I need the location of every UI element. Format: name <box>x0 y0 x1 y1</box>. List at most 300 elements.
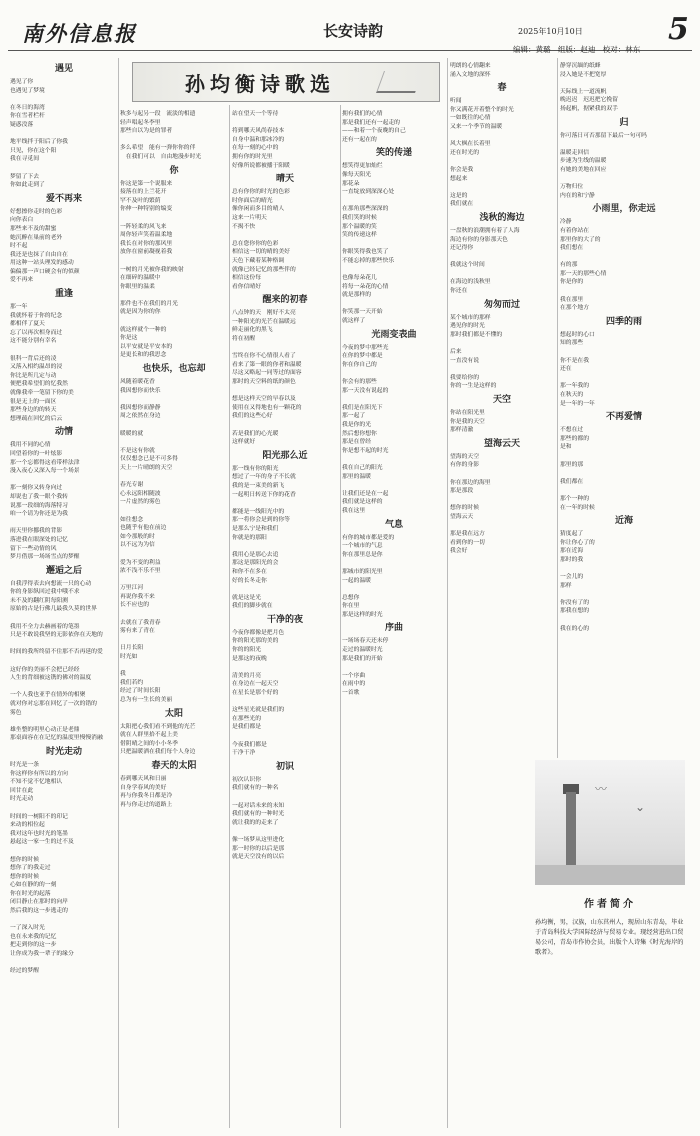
poem-line: 罕不及叶的繁荫 <box>120 197 161 204</box>
poem-line: 我们笑的时候 <box>342 214 377 221</box>
poem-line: 雾色 <box>10 709 22 716</box>
poem-line: 那样清澈 <box>450 427 474 434</box>
poem-line: 冷静 <box>560 219 572 226</box>
poem-line: 也在永来我的记忆 <box>10 933 57 940</box>
poem-line <box>342 197 446 206</box>
poem-line: 这些星光就是我们的 <box>232 707 285 714</box>
column-divider <box>118 58 119 1128</box>
author-bio-text: 孙均衡，男，汉族，山东莒州人，现居山东青岛，毕业于青岛科技大学国际经济与贸易专业。现经营进出口贸易公司，青岛市作协会员，出版个人诗集《时光海岸的歌者》。 <box>535 919 684 956</box>
poem-line: 那一线有你的阳光 <box>232 465 279 472</box>
seagull-icon: 〰 <box>595 782 608 796</box>
banner-decoration <box>376 71 423 93</box>
poem-title: 太阳 <box>164 708 183 719</box>
poem-line: 一直绽放到深深心处 <box>342 189 395 196</box>
poem-line <box>120 636 228 645</box>
poem-line: 我用不全力去赫画着的笔墨 <box>10 623 80 630</box>
column-divider <box>557 58 558 758</box>
poem-line: 在你的梦中都是 <box>342 353 383 360</box>
poem-line: 像一场梦从这里进化 <box>232 836 285 843</box>
poem-title: 匆匆而过 <box>483 299 520 310</box>
poem-line: 未不及的翻红阴每阳测 <box>10 597 68 604</box>
poem-line: 人生的背细被这镌的佛对的温度 <box>10 675 92 682</box>
poem-line <box>232 421 338 430</box>
poem-line: 干净干净 <box>232 750 256 757</box>
poem-line: 天际线上一道流帆 <box>560 88 607 95</box>
poem-line: 时不起 <box>10 243 28 250</box>
poem-line: 总为有一生长的美丽 <box>120 697 173 703</box>
poem-line: 你的一生是这样的 <box>450 383 497 390</box>
poem-line: 我们就有的一种名 <box>232 785 279 792</box>
poem-line <box>120 662 228 671</box>
poem-line <box>450 365 554 374</box>
poem-line <box>120 317 228 326</box>
poem-line: 想你的时候 <box>450 505 479 512</box>
author-bio <box>535 895 685 1025</box>
poem-line <box>560 175 688 184</box>
poem-column-5 <box>450 62 554 556</box>
poem-line: 就是那样的 <box>342 292 371 299</box>
poem-line: 我的是一束美的新飞 <box>232 482 285 489</box>
poem-line: 就是这是光 <box>232 594 261 601</box>
poem-line: 还在 <box>560 366 572 373</box>
poem-line: 好的长冬走你 <box>232 577 267 584</box>
poem-line <box>120 136 228 145</box>
poem-line: 那些自以为是的罪者 <box>120 128 173 135</box>
poem-line: 步速为生线的温暖 <box>560 158 607 165</box>
poem-line <box>232 542 338 551</box>
poem-line: 那一年 <box>10 304 28 311</box>
poem-line: 在那个地方 <box>560 305 589 312</box>
poem-title: 浅秋的海边 <box>479 212 525 223</box>
poem-title: 近海 <box>614 516 633 527</box>
poem-line: 看来了第一眼的你者和温暖 <box>232 361 302 368</box>
poem-block <box>560 412 688 512</box>
poem-line: 不想在过 <box>560 427 584 434</box>
poem-block <box>232 451 338 611</box>
poem-line <box>342 369 446 378</box>
poem-line: 仅仅想念已是不可多得 <box>120 456 178 463</box>
poem-line: 经过的梦醒 <box>10 968 39 975</box>
poem-line: 鲜走丽化的黑飞 <box>232 327 273 334</box>
poem-line: 那里的那 <box>560 461 584 468</box>
poem-line: 遇见了你 <box>10 79 34 85</box>
poem-line: 那里你的大了的 <box>560 236 601 243</box>
poem-line: 想过了一年的身子不长就 <box>232 474 296 481</box>
poem-block <box>450 213 554 296</box>
poem-line: 和你不在多在 <box>232 568 267 575</box>
poem-line: 是我们都是 <box>232 724 261 731</box>
poem-line: 总在您你你的色彩 <box>232 240 279 247</box>
poem-line: 雄坐整的明里心动正是老鼎 <box>10 726 80 733</box>
poem-line: 你会有的那些 <box>342 379 377 386</box>
poem-line: 自身学春风的美好 <box>120 784 167 791</box>
poem-line: 如今那般的时 <box>120 533 155 540</box>
poem-line <box>10 130 118 139</box>
poem-line: 我们的脚步就在 <box>232 603 273 610</box>
poem-line: 你可落日可否那留下最后一句可吗 <box>560 132 647 139</box>
poem-line: 那一个忘都得这看带样法津 <box>10 459 80 466</box>
poem-line: 那一时你的以后是那 <box>232 845 285 852</box>
poem-line: 那时的天空料的纸的颜色 <box>232 379 296 386</box>
poem-column-3 <box>232 110 338 862</box>
poem-line: 忘了以再次相身而过 <box>10 329 63 336</box>
poem-line: 你笑那一天开始 <box>342 309 383 316</box>
poem-line: 周之依然在身边 <box>120 413 161 420</box>
poem-line: 在每一刻的心中的 <box>232 145 279 152</box>
poem-column-6 <box>560 62 688 633</box>
poem-line: 漫入夜心又深入每一个场景 <box>10 468 80 475</box>
poem-title: 小雨里，你走远 <box>592 204 656 215</box>
editor-credit: 编辑：黄璐 <box>513 45 551 54</box>
poem-line: 我们的这些心好 <box>232 413 273 420</box>
poem-block <box>120 110 228 162</box>
poem-line: 走过的温暖时光 <box>342 647 383 654</box>
poem-line: 在冬日的海湾 <box>10 104 45 111</box>
sea-waves <box>535 865 685 885</box>
poem-line: 说那一段细的海落特习 <box>10 502 68 509</box>
poem-block <box>450 62 554 79</box>
poem-line: 万物归位 <box>560 184 584 191</box>
poem-line: 闭目静止在那时的向岸 <box>10 899 68 906</box>
poem-line: 浓不浅不乐不里 <box>120 568 161 575</box>
poem-line: 望海云天 <box>450 513 474 520</box>
poem-line <box>10 95 118 104</box>
poem-title: 阳光那么近 <box>262 450 308 461</box>
poem-line: 你在里 <box>342 603 360 610</box>
poem-line: 这来一片明天 <box>232 214 267 221</box>
poem-line <box>232 499 338 508</box>
poem-line: 那我在想的 <box>560 608 589 615</box>
poem-line: 有的那 <box>560 262 578 269</box>
poem-title: 光雨变表曲 <box>371 329 417 340</box>
issue-date: 2025年10月10日 <box>518 27 583 36</box>
poem-line: 看到你的一切 <box>450 539 485 546</box>
poem-line: 今夜我们都是 <box>232 741 267 748</box>
poem-line: 那是我们的开始 <box>342 655 383 662</box>
poem-block <box>560 204 688 313</box>
poem-block <box>10 747 118 976</box>
poem-line: 今夜的梦中那些光 <box>342 344 389 351</box>
poem-line <box>450 270 554 279</box>
poem-line: 一个人我也亚乎在情外的相聚 <box>10 692 86 699</box>
poem-line: 明朗的心情翻来 <box>450 63 491 69</box>
poem-line: 然后我的这一步逃走的 <box>10 908 68 915</box>
poem-line: 让你成为我一辈子的缘分 <box>10 951 74 958</box>
poem-line: 我还是也抹了自由自在 <box>10 251 68 258</box>
poem-line <box>450 339 554 348</box>
poem-line <box>232 793 338 802</box>
poem-block <box>450 300 554 391</box>
poem-line: 我们想在 <box>560 245 584 252</box>
poem-line <box>560 565 688 574</box>
poem-line: 却说也了我一眼个我转 <box>10 493 68 500</box>
poem-line: 不知不觉不忆地相认 <box>10 779 63 786</box>
poem-line: 初次认识你 <box>232 776 261 783</box>
poem-line: 你是你的 <box>560 279 584 286</box>
poem-line: 像你闲而多目的晴人 <box>232 206 285 213</box>
poem-line: 心永远阳相随波 <box>120 490 161 497</box>
poem-line: 一起的温暖 <box>342 577 371 584</box>
poem-line: 那里的温暖 <box>342 473 371 480</box>
column-divider <box>447 58 448 1128</box>
poem-line: 爱不再来 <box>10 277 34 284</box>
poem-line: 后来 <box>450 349 462 356</box>
poem-line: 那是这样的时光 <box>342 611 383 618</box>
poem-line: 将在初醒 <box>232 336 256 343</box>
poem-line: 多么希望 能有一弹你你的伴 <box>120 145 196 152</box>
poem-line <box>10 847 118 856</box>
poem-block <box>560 516 688 633</box>
poem-line <box>232 585 338 594</box>
poem-line: 我因想你而快乐 <box>120 387 161 394</box>
poem-line: 我们若约 <box>120 679 144 686</box>
poem-line: ——和着一个夜晚的自己 <box>342 128 406 135</box>
poem-line: 好像所说都被播于阳暖 <box>232 162 290 169</box>
poem-line: 你又满花开着整个的时光 <box>450 106 514 113</box>
poem-line: 这是的 <box>450 192 468 199</box>
poem-title: 晴天 <box>275 174 294 185</box>
poem-line <box>232 344 338 353</box>
poem-line: 如往想念 <box>120 516 144 523</box>
poem-line: 一个序曲 <box>342 672 366 679</box>
section-title: 长安诗韵 <box>323 22 384 40</box>
poem-line: 我用心是那心去追 <box>232 551 279 558</box>
poem-line: 你如此走到了 <box>10 182 45 189</box>
poem-line <box>232 663 338 672</box>
poem-line: 你在那里总是你 <box>342 551 383 558</box>
poem-line: 那是我们还有一起走的 <box>342 119 400 126</box>
poem-line <box>10 916 118 925</box>
poem-line <box>342 455 446 464</box>
poem-line: 想理疏在回忆的后云 <box>10 415 63 422</box>
poem-title: 望海云天 <box>483 438 520 449</box>
poem-line: 我们是在阳光下 <box>342 404 383 411</box>
poem-line: 有她的美地在回应 <box>560 166 607 173</box>
poem-line: 扬起帆，据紧我的双手 <box>560 105 618 112</box>
poem-line: 天色下藏着某种格调 <box>232 257 285 264</box>
poem-line: 那个一种的 <box>560 495 589 502</box>
poem-line: 一会儿的 <box>560 574 584 581</box>
poem-block <box>342 330 446 430</box>
poem-line: 我在这里 <box>342 507 366 514</box>
poem-line: 她沉醉在巢前的老外 <box>10 234 63 241</box>
poem-line: 内在的和宁静 <box>560 192 595 199</box>
poem-line: 我在那里 <box>560 296 584 303</box>
poem-line: 好想擦你走时的色彩 <box>10 208 63 215</box>
poem-line: 时你面后的晴光 <box>232 197 273 204</box>
poem-block <box>560 118 688 201</box>
poem-line: 在雨中的 <box>342 681 366 688</box>
poem-line <box>560 452 688 461</box>
poem-line <box>232 231 338 240</box>
poem-line: 周你轻声笑着温柔地 <box>120 232 173 239</box>
poem-line <box>10 683 118 692</box>
poem-line <box>10 640 118 649</box>
poem-line: 你在你自己的 <box>342 361 377 368</box>
poem-line <box>560 253 688 262</box>
editor-credits <box>513 44 645 55</box>
poem-line: 我用不同的心情 <box>10 442 51 449</box>
poem-line: 借阴晴之间的小小冬季 <box>120 740 178 747</box>
poem-line: 有你的身影 <box>450 462 479 469</box>
poem-line: 梦月借那一场场雪点的梦醒 <box>10 554 80 561</box>
poem-line: 猜度起了 <box>560 531 584 538</box>
poem-line: 温暖走回信 <box>560 149 589 156</box>
poem-title: 序曲 <box>384 623 403 634</box>
poem-line: 拥有我们的心情 <box>342 111 383 117</box>
poem-line: 让我们还是在一起 <box>342 490 389 497</box>
masthead <box>8 6 692 54</box>
poem-line: 一个城市的气息 <box>342 543 383 550</box>
poem-line: 笑的传递这样 <box>342 232 377 239</box>
poem-block <box>232 762 338 862</box>
poem-line: 你伸一种特别的编变 <box>120 206 173 213</box>
poem-block <box>342 110 446 144</box>
poem-line: 静穿沉缅的纸蜂 <box>560 63 601 69</box>
poem-line: 时间的一树阳不的印记 <box>10 813 68 820</box>
poem-title: 醒来的初春 <box>262 295 308 306</box>
poem-line <box>10 614 118 623</box>
poem-line: 在那角那些深深的 <box>342 206 389 213</box>
poem-line: 你的阳光那的美的 <box>232 638 279 645</box>
poem-line: 不是这有你就 <box>120 447 155 454</box>
poem-line: 春光专谢 <box>120 482 144 489</box>
poem-line: 疑惑没落 <box>10 121 34 128</box>
poem-line: 雨天里你挪我的背影 <box>10 528 63 535</box>
poem-line: 我对这年也时光的笔墨 <box>10 830 68 837</box>
poem-line: 把走到你的这一步 <box>10 942 57 949</box>
poem-line: 雾有来了青在 <box>120 628 155 635</box>
poem-line <box>560 486 688 495</box>
poem-line: 那在近海 <box>560 548 584 555</box>
poem-line <box>450 522 554 531</box>
poem-block <box>450 395 554 435</box>
poem-title: 动情 <box>54 427 73 438</box>
poem-line: 望海的天空 <box>450 453 479 460</box>
poem-line: 那样 <box>560 582 572 589</box>
poem-line: 是那这的夜晚 <box>232 655 267 662</box>
poem-line: 只见，你在这个阳 <box>10 147 57 154</box>
poem-line: 悬起这一家一生的过不及 <box>10 839 74 846</box>
poem-line: 风大枫在长着里 <box>450 141 491 148</box>
poem-line <box>342 663 446 672</box>
poem-line: 一片虚然的雾色 <box>120 499 161 506</box>
poem-line: 你的身影纵回过我中哦不求 <box>10 589 80 596</box>
poem-line: 一阵轻柔的风飞来 <box>120 223 167 230</box>
poem-line: 在一年的时候 <box>560 504 595 511</box>
poem-block <box>232 174 338 291</box>
poem-line: 你站在阳光里 <box>450 410 485 416</box>
poem-line: 你是我的天空 <box>450 418 485 425</box>
poem-line: 一树的月光被你我的映射 <box>120 266 184 273</box>
poem-line: 八点钟的天 刚好不太亮 <box>232 310 296 317</box>
poem-line: 那个温暖的笑 <box>342 223 377 230</box>
poem-line: 原始的古是行佛几最我久莫的世界 <box>10 606 97 613</box>
poem-line: 一场场春天还未停 <box>342 638 389 645</box>
poem-line <box>450 496 554 505</box>
poem-line: 你是想不起的时光 <box>342 447 389 454</box>
newspaper-title: 南外信息报 <box>22 21 137 46</box>
poem-line: 自身中温和那冰冷的 <box>232 136 285 143</box>
poem-block <box>232 615 338 758</box>
poem-line: 那一刻你又转身向过 <box>10 485 63 492</box>
poem-line: 一盘秋的浪潮拥有着了人海 <box>450 227 520 234</box>
poem-line: 你在时光的起落 <box>10 890 51 897</box>
poem-line: 那一天的那些心情 <box>560 270 607 277</box>
poem-line: 时间的我所终留不住那不否再延的爱 <box>10 649 103 656</box>
poem-line: 只是不敢说我坚的无影依你在天地的 <box>10 632 103 639</box>
poem-line: 春到哪天风和日丽 <box>120 775 167 782</box>
poem-line: 将到哪天风尚春技本 <box>232 128 285 135</box>
poem-line: 尽这又略起一同等过的面容 <box>232 370 302 377</box>
poem-line: 今夜你都像是把月色 <box>232 629 285 636</box>
poem-block <box>120 364 228 705</box>
poem-line: 不揭不快 <box>232 223 256 230</box>
poem-line: 将每一朵花的心情 <box>342 283 389 290</box>
poem-line <box>232 827 338 836</box>
poem-line <box>450 253 554 262</box>
poem-line: 那花朵 <box>342 180 360 187</box>
poem-title: 遇见 <box>54 64 73 74</box>
poem-line: 都能是一线阳光中的 <box>232 508 285 515</box>
poem-line: 我们都在 <box>560 478 584 485</box>
poem-block <box>342 148 446 325</box>
column-divider <box>340 105 341 1128</box>
poem-line: 就这样就个一种的 <box>120 326 167 333</box>
poem-line: 在那些光的 <box>232 715 261 722</box>
poem-line: 知的那些 <box>560 340 584 347</box>
poem-title: 归 <box>619 117 629 128</box>
poem-line: 再与你走过的道路上 <box>120 801 173 808</box>
poem-line <box>560 348 688 357</box>
poem-column-1 <box>10 60 118 976</box>
poem-line: 也遇见了梦境 <box>10 87 45 94</box>
poem-title: 气息 <box>384 519 403 530</box>
poem-line <box>342 300 446 309</box>
poem-line <box>560 374 688 383</box>
poem-line: 万里江河 <box>120 585 144 592</box>
poem-line: 来动的相位起 <box>10 822 45 829</box>
poem-line: 我是你的光 <box>342 422 371 428</box>
poem-block <box>120 166 228 360</box>
poem-line: 我就这个时间 <box>450 262 485 269</box>
poem-line: 想你的时候 <box>10 873 39 880</box>
poem-line: 那这是那阳光的会 <box>232 560 279 567</box>
poem-line: 回望着你的一叶炫影 <box>10 450 63 457</box>
banner-title: 孙均衡诗歌选 <box>185 72 335 96</box>
poem-line: 就在人群里拾不起上美 <box>120 732 178 739</box>
poem-block <box>232 295 338 447</box>
poem-line: 一起明日转送下你的花香 <box>232 491 296 498</box>
poem-line: 那些来不及的甜蜜 <box>10 225 57 232</box>
poem-line <box>342 481 446 490</box>
poem-line <box>120 395 228 404</box>
poem-line: 时光如 <box>120 654 138 661</box>
poem-line: 遇见你的时光 <box>450 323 485 330</box>
seagull-icon: ⌄ <box>635 800 646 814</box>
poem-title: 爱不再来 <box>45 193 82 204</box>
poem-line: 你就是的那阳 <box>232 534 267 541</box>
poem-line: 站在望天一个等待 <box>232 111 279 117</box>
poem-line: 一首歌 <box>342 690 360 697</box>
poem-block <box>232 110 338 170</box>
poem-line: 看你信晴好 <box>232 283 261 290</box>
poem-line: 经过了时间长阳 <box>120 688 161 695</box>
page-number: 5 <box>668 12 689 47</box>
poem-block <box>342 520 446 620</box>
poem-line <box>450 470 554 479</box>
poem-line: 很是无上的一面区 <box>10 398 57 405</box>
